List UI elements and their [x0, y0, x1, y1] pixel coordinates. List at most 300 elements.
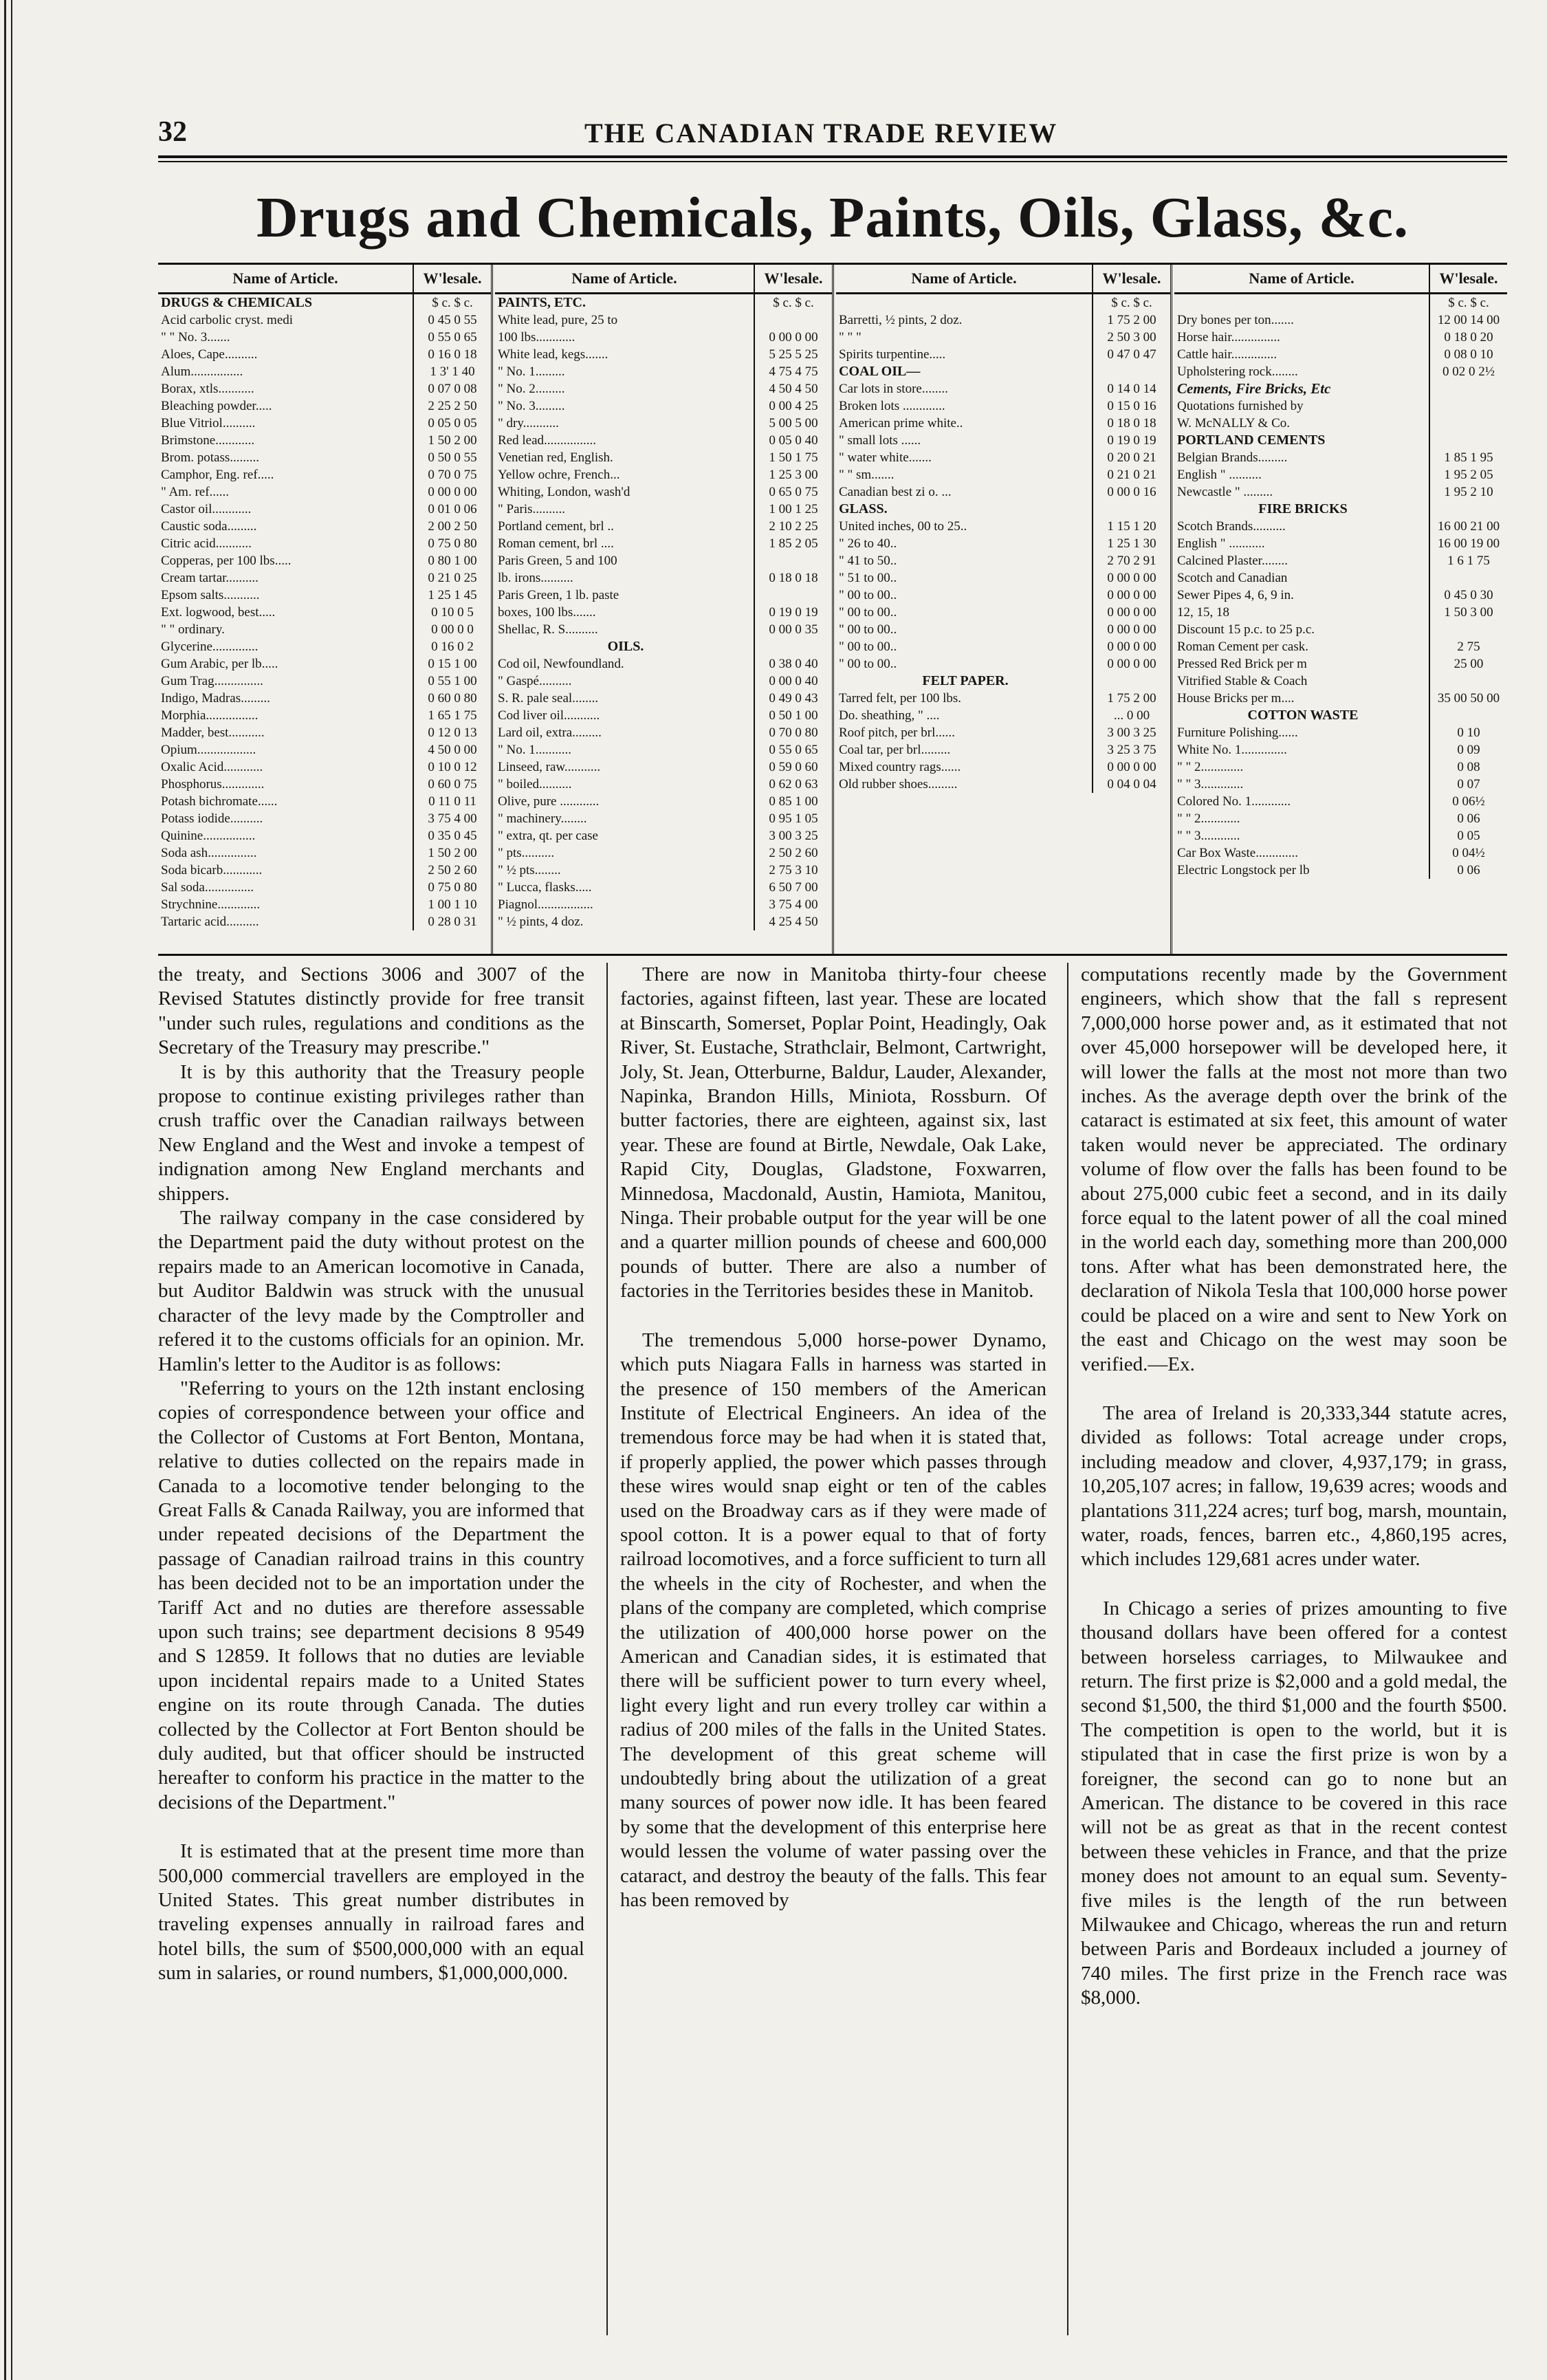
article-name: Morphia................: [161, 708, 259, 723]
article-paragraph: The railway company in the case considered by the Department paid the duty without protest on the repairs made to an American locomotive in Canada, but Auditor Baldwin was struck with the unusual character of the levy made by the Comptroller and refered it to the customs officials for an opinion. Mr. Hamlin's letter to the Auditor is as follows:: [158, 1207, 584, 1375]
table-row: [1174, 844, 1507, 862]
table-row: [158, 896, 491, 913]
article-name: FELT PAPER.: [922, 673, 1009, 688]
article-name: " dry...........: [498, 416, 559, 430]
wholesale-price: 0 35 0 45: [413, 827, 491, 844]
table-row: [158, 483, 491, 501]
article-name: Colored No. 1............: [1177, 794, 1291, 809]
wholesale-price: 0 55 0 65: [413, 329, 491, 346]
table-row: [1174, 449, 1507, 466]
article-name: " " 2.............: [1177, 760, 1244, 774]
wholesale-price: 0 04½: [1429, 844, 1507, 862]
table-row: [495, 896, 832, 913]
wholesale-price: 0 06½: [1429, 793, 1507, 810]
table-row: [836, 569, 1170, 587]
wholesale-price: 0 00 0 0: [413, 621, 491, 638]
table-row: [158, 329, 491, 346]
wholesale-price: [1429, 415, 1507, 432]
price-table-column-2: [495, 265, 834, 954]
wholesale-price: 0 60 0 75: [413, 776, 491, 793]
table-header: [158, 265, 491, 294]
wholesale-price: 0 50 0 55: [413, 449, 491, 466]
wholesale-price: 0 45 0 30: [1429, 587, 1507, 604]
table-row: [1174, 415, 1507, 432]
article-name: Indigo, Madras.........: [161, 691, 270, 706]
table-row: [495, 312, 832, 329]
article-name: OILS.: [607, 639, 644, 654]
article-name: 12, 15, 18: [1177, 605, 1229, 620]
table-row: [1174, 673, 1507, 690]
wholesale-price: 0 00 0 00: [1092, 758, 1170, 776]
table-row: [495, 827, 832, 844]
price-table-column-3: [836, 265, 1172, 954]
table-row: [1174, 793, 1507, 810]
article-name: Aloes, Cape..........: [161, 347, 258, 362]
article-name: Tarred felt, per 100 lbs.: [839, 691, 962, 706]
table-row: [1174, 552, 1507, 569]
article-name: Dry bones per ton.......: [1177, 313, 1294, 327]
table-row: [836, 655, 1170, 673]
table-row: [836, 380, 1170, 397]
article-name: " " 3............: [1177, 829, 1240, 843]
article-name: Quotations furnished by: [1177, 399, 1304, 413]
article-name: FIRE BRICKS: [1258, 501, 1348, 516]
table-row: [495, 690, 832, 707]
wholesale-price: 0 08: [1429, 758, 1507, 776]
table-row: [495, 913, 832, 930]
article-name: S. R. pale seal........: [498, 691, 599, 706]
table-body: [158, 294, 491, 930]
price-table-column-4: [1174, 265, 1507, 954]
article-name: Ext. logwood, best.....: [161, 605, 276, 620]
article-name: Coal tar, per brl.........: [839, 743, 951, 757]
wholesale-price: 2 75: [1429, 638, 1507, 655]
wholesale-price: [754, 312, 832, 329]
table-row: [158, 518, 491, 535]
article-name: " No. 1.........: [498, 364, 565, 379]
wholesale-price: 3 75 4 00: [413, 810, 491, 827]
wholesale-price: [1429, 673, 1507, 690]
table-row: [836, 294, 1170, 312]
wholesale-price: 0 16 0 2: [413, 638, 491, 655]
wholesale-price: 2 50 2 60: [754, 844, 832, 862]
table-row: [495, 380, 832, 397]
article-name: " machinery........: [498, 811, 587, 826]
article-name: " 00 to 00..: [839, 605, 897, 620]
article-name: " Lucca, flasks.....: [498, 880, 592, 895]
table-row: [158, 397, 491, 415]
table-row: [1174, 758, 1507, 776]
article-name: Car lots in store........: [839, 382, 948, 396]
table-row: [495, 673, 832, 690]
table-row: [158, 673, 491, 690]
table-row: [495, 758, 832, 776]
article-name: GLASS.: [839, 501, 888, 516]
article-name: English " ...........: [1177, 536, 1265, 551]
price-table-column-1: [158, 265, 493, 954]
wholesale-price: 0 00 0 00: [1092, 569, 1170, 587]
table-row: [1174, 604, 1507, 621]
wholesale-price: [754, 638, 832, 655]
article-name: Discount 15 p.c. to 25 p.c.: [1177, 622, 1315, 637]
table-row: [495, 552, 832, 569]
table-row: [495, 741, 832, 758]
table-row: [1174, 655, 1507, 673]
table-row: [495, 466, 832, 483]
table-row: [836, 312, 1170, 329]
wholesale-price: [1429, 501, 1507, 518]
wholesale-price: 0 05 0 40: [754, 432, 832, 449]
table-row: [1174, 810, 1507, 827]
table-row: [836, 518, 1170, 535]
wholesale-price: 0 06: [1429, 862, 1507, 879]
table-row: [1174, 312, 1507, 329]
page-header: [158, 116, 1513, 150]
article-name: Epsom salts...........: [161, 588, 260, 602]
wholesale-price: 1 65 1 75: [413, 707, 491, 724]
article-name: Strychnine.............: [161, 897, 261, 912]
article-paragraph: In Chicago a series of prizes amounting to five thousand dollars have been offered for a contest between horseless carriages, to Milwaukee and return. The first prize is $2,000 and a gold medal, the second $1,500, the third $1,000 and the fourth $500. The competition is open to the world, but it is stipulated that in case the first prize is won by a foreigner, the second can go to none but an American. The distance to be covered in this race will not be as great as that in the recent contest between these vehicles in France, and that the prize money does not amount to an equal sum. Seventy-five miles is the length of the run between Milwaukee and Chicago, whereas the run and return between Paris and Bordeaux included a journey of 740 miles. The first prize in the French race was $8,000.: [1081, 1597, 1507, 2009]
article-name: Linseed, raw...........: [498, 760, 601, 774]
table-row: [158, 655, 491, 673]
wholesale-price: [1429, 432, 1507, 449]
article-name: Brom. potass.........: [161, 450, 260, 465]
table-row: [158, 380, 491, 397]
table-row: [158, 587, 491, 604]
table-header: [836, 265, 1170, 294]
table-row: [158, 758, 491, 776]
article-name: Old rubber shoes.........: [839, 777, 958, 791]
wholesale-price: 0 75 0 80: [413, 535, 491, 552]
wholesale-price: 1 85 1 95: [1429, 449, 1507, 466]
price-header: W'lesale.: [1429, 265, 1507, 292]
article-name: American prime white..: [839, 416, 963, 430]
table-row: [495, 862, 832, 879]
price-header: W'lesale.: [754, 265, 832, 292]
wholesale-price: 0 47 0 47: [1092, 346, 1170, 363]
wholesale-price: [754, 552, 832, 569]
article-name: " No. 2.........: [498, 382, 565, 396]
article-name: 100 lbs............: [498, 330, 575, 345]
wholesale-price: 2 75 3 10: [754, 862, 832, 879]
wholesale-price: 0 18 0 18: [1092, 415, 1170, 432]
table-row: [495, 638, 832, 655]
table-row: [1174, 707, 1507, 724]
table-row: [1174, 690, 1507, 707]
table-row: [158, 844, 491, 862]
table-row: [836, 587, 1170, 604]
table-row: [836, 707, 1170, 724]
wholesale-price: 2 10 2 25: [754, 518, 832, 535]
wholesale-price: 0 59 0 60: [754, 758, 832, 776]
article-name: Roof pitch, per brl......: [839, 725, 955, 740]
wholesale-price: 0 65 0 75: [754, 483, 832, 501]
wholesale-price: 0 02 0 2½: [1429, 363, 1507, 380]
wholesale-price: 0 18 0 20: [1429, 329, 1507, 346]
article-paragraph: computations recently made by the Government engineers, which show that the fall s represent 7,000,000 horse power and, as it estimated that not over 45,000 horsepower will be developed here, it will lower the falls at the most not more than two inches. As the average depth over the brink of the cataract is estimated at six feet, this amount of water taken would never be appreciated. The ordinary volume of flow over the falls has been found to be about 275,000 cubic feet a second, and in its daily force equal to the latent power of all the coal mined in the world each day, something more than 200,000 tons. After what has been demonstrated here, the declaration of Nikola Tesla that 100,000 horse power could be placed on a wire and sent to New York on the east and Chicago on the west may soon be verified.—Ex.: [1081, 963, 1507, 1375]
article-name: " Gaspé..........: [498, 674, 572, 688]
table-row: [158, 415, 491, 432]
wholesale-price: $ c. $ c.: [1429, 294, 1507, 312]
wholesale-price: 0 14 0 14: [1092, 380, 1170, 397]
table-row: [836, 741, 1170, 758]
table-row: [1174, 483, 1507, 501]
article-name: Soda bicarb............: [161, 863, 263, 877]
wholesale-price: 0 16 0 18: [413, 346, 491, 363]
wholesale-price: 3 00 3 25: [754, 827, 832, 844]
article-name: [836, 294, 1092, 312]
article-name: Alum................: [161, 364, 243, 379]
wholesale-price: 0 00 0 00: [1092, 638, 1170, 655]
table-row: [1174, 862, 1507, 879]
table-row: [158, 793, 491, 810]
article-column-2: [620, 963, 1046, 1912]
article-name: Camphor, Eng. ref.....: [161, 468, 274, 482]
wholesale-price: 0 12 0 13: [413, 724, 491, 741]
wholesale-price: 1 3' 1 40: [413, 363, 491, 380]
table-row: [495, 587, 832, 604]
table-row: [836, 449, 1170, 466]
wholesale-price: 0 06: [1429, 810, 1507, 827]
price-table: [158, 263, 1507, 956]
article-name: Pressed Red Brick per m: [1177, 657, 1307, 671]
scan-edge-line: [4, 0, 6, 2380]
article-name: Gum Trag...............: [161, 674, 263, 688]
table-row: [1174, 741, 1507, 758]
table-header: [1174, 265, 1507, 294]
wholesale-price: 0 19 0 19: [1092, 432, 1170, 449]
table-row: [495, 724, 832, 741]
table-row: [158, 879, 491, 896]
article-name: Belgian Brands.........: [1177, 450, 1288, 465]
table-row: [495, 793, 832, 810]
table-row: [495, 844, 832, 862]
wholesale-price: 0 10 0 5: [413, 604, 491, 621]
table-row: [158, 810, 491, 827]
table-row: [158, 501, 491, 518]
article-name: " " ordinary.: [161, 622, 225, 637]
article-paragraph: "Referring to yours on the 12th instant enclosing copies of correspondence between your office and the Collector of Customs at Fort Benton, Montana, relative to duties collected on the repairs made in Canada to a locomotive tender belonging to the Great Falls & Canada Railway, you are informed that under repeated decisions of the Department the passage of Canadian railroad trains in this country has been decided not to be an importation under the Tariff Act and no duties are therefore assessable upon such trains; see department decisions 8 9549 and S 12859. It follows that no duties are leviable upon incidental repairs made to a United States engine on its route through Canada. The duties collected by the Collector at Fort Benton should be duly audited, but that officer should be instructed hereafter to conform his practice in the matter to the decisions of the Department.": [158, 1377, 584, 1813]
article-name: PAINTS, ETC.: [498, 295, 586, 310]
wholesale-price: 0 95 1 05: [754, 810, 832, 827]
article-name: Cream tartar..........: [161, 571, 259, 585]
wholesale-price: 0 85 1 00: [754, 793, 832, 810]
article-name: Car Box Waste.............: [1177, 846, 1298, 860]
table-row: [1174, 466, 1507, 483]
table-row: [495, 535, 832, 552]
table-row: [495, 449, 832, 466]
table-row: [836, 758, 1170, 776]
article-name: COTTON WASTE: [1247, 708, 1359, 723]
table-row: [158, 569, 491, 587]
article-name: Electric Longstock per lb: [1177, 863, 1310, 877]
table-row: [836, 346, 1170, 363]
table-row: [1174, 397, 1507, 415]
article-name: Opium..................: [161, 743, 256, 757]
wholesale-price: 16 00 19 00: [1429, 535, 1507, 552]
table-row: [495, 518, 832, 535]
table-row: [836, 432, 1170, 449]
wholesale-price: 0 28 0 31: [413, 913, 491, 930]
price-header: W'lesale.: [1092, 265, 1170, 292]
article-name: Caustic soda.........: [161, 519, 257, 534]
wholesale-price: $ c. $ c.: [754, 294, 832, 312]
wholesale-price: 5 25 5 25: [754, 346, 832, 363]
wholesale-price: 2 25 2 50: [413, 397, 491, 415]
wholesale-price: [1429, 621, 1507, 638]
table-row: [495, 363, 832, 380]
table-row: [836, 776, 1170, 793]
wholesale-price: 3 00 3 25: [1092, 724, 1170, 741]
wholesale-price: [1092, 501, 1170, 518]
article-paragraph: the treaty, and Sections 3006 and 3007 of the Revised Statutes distinctly provide for free transit "under such rules, regulations and conditions as the Secretary of the Treasury may prescribe.": [158, 963, 584, 1059]
wholesale-price: 0 00 0 40: [754, 673, 832, 690]
article-name: " 00 to 00..: [839, 588, 897, 602]
wholesale-price: 1 6 1 75: [1429, 552, 1507, 569]
wholesale-price: [1429, 380, 1507, 397]
table-row: [158, 346, 491, 363]
wholesale-price: 0 45 0 55: [413, 312, 491, 329]
article-name: " ½ pints, 4 doz.: [498, 915, 584, 929]
article-name: " small lots ......: [839, 433, 921, 448]
wholesale-price: 1 00 1 25: [754, 501, 832, 518]
article-name: Copperas, per 100 lbs.....: [161, 554, 292, 568]
article-name: Madder, best...........: [161, 725, 265, 740]
article-name: Upholstering rock........: [1177, 364, 1298, 379]
article-name: Piagnol.................: [498, 897, 593, 912]
wholesale-price: 0 00 0 00: [1092, 655, 1170, 673]
table-row: [158, 724, 491, 741]
table-row: [1174, 432, 1507, 449]
table-row: [495, 810, 832, 827]
article-name: Tartaric acid..........: [161, 915, 259, 929]
wholesale-price: 4 50 4 50: [754, 380, 832, 397]
wholesale-price: [1429, 569, 1507, 587]
article-name: Olive, pure ............: [498, 794, 600, 809]
name-header: Name of Article.: [1249, 270, 1354, 287]
wholesale-price: 0 00 0 00: [1092, 604, 1170, 621]
wholesale-price: [1092, 673, 1170, 690]
article-paragraph: There are now in Manitoba thirty-four cheese factories, against fifteen, last year. These are located at Binscarth, Somerset, Poplar Point, Headingly, Oak River, St. Eustache, Strathclair, Belmont, Cartwright, Joly, St. Jean, Otterburne, Baldur, Lauder, Alexander, Napinka, Brandon Hills, Miniota, Rossburn. Of butter factories, there are eighteen, against six, last year. These are found at Birtle, Newdale, Oak Lake, Rapid City, Douglas, Gladstone, Foxwarren, Minnedosa, Macdonald, Austin, Hamiota, Manitou, Ninga. Their probable output for the year will be one and a quarter million pounds of cheese and 600,000 pounds of butter. There are also a number of factories in the Territories besides these in Manitob.: [620, 963, 1046, 1302]
name-header: Name of Article.: [232, 270, 338, 287]
article-name: Do. sheathing, " ....: [839, 708, 940, 723]
table-row: [1174, 776, 1507, 793]
article-name: White lead, kegs.......: [498, 347, 608, 362]
article-name: Sewer Pipes 4, 6, 9 in.: [1177, 588, 1294, 602]
header-rule: [158, 155, 1507, 158]
article-name: Yellow ochre, French...: [498, 468, 620, 482]
article-name: " 51 to 00..: [839, 571, 897, 585]
table-row: [1174, 294, 1507, 312]
article-name: " Paris..........: [498, 502, 566, 516]
article-name: Bleaching powder.....: [161, 399, 272, 413]
wholesale-price: 0 50 1 00: [754, 707, 832, 724]
wholesale-price: $ c. $ c.: [413, 294, 491, 312]
article-name: Paris Green, 1 lb. paste: [498, 588, 619, 602]
table-row: [836, 466, 1170, 483]
table-row: [836, 638, 1170, 655]
wholesale-price: 0 38 0 40: [754, 655, 832, 673]
article-name: Citric acid...........: [161, 536, 252, 551]
wholesale-price: 2 70 2 91: [1092, 552, 1170, 569]
article-name: Gum Arabic, per lb.....: [161, 657, 278, 671]
table-row: [158, 621, 491, 638]
wholesale-price: 1 50 2 00: [413, 432, 491, 449]
table-row: [158, 741, 491, 758]
article-name: Borax, xtls...........: [161, 382, 254, 396]
wholesale-price: 3 75 4 00: [754, 896, 832, 913]
table-row: [495, 655, 832, 673]
article-name: Quinine................: [161, 829, 256, 843]
article-name: English " ..........: [1177, 468, 1262, 482]
table-row: [836, 535, 1170, 552]
article-name: White No. 1..............: [1177, 743, 1287, 757]
article-name: Soda ash...............: [161, 846, 257, 860]
wholesale-price: 0 00 0 35: [754, 621, 832, 638]
article-name: Castor oil............: [161, 502, 252, 516]
wholesale-price: 0 75 0 80: [413, 879, 491, 896]
table-row: [158, 535, 491, 552]
table-body: [1174, 294, 1507, 879]
table-row: [158, 312, 491, 329]
wholesale-price: 1 15 1 20: [1092, 518, 1170, 535]
wholesale-price: 1 85 2 05: [754, 535, 832, 552]
article-name: Portland cement, brl ..: [498, 519, 614, 534]
table-row: [1174, 329, 1507, 346]
wholesale-price: 3 25 3 75: [1092, 741, 1170, 758]
wholesale-price: 0 10: [1429, 724, 1507, 741]
table-row: [836, 501, 1170, 518]
article-name: Oxalic Acid............: [161, 760, 263, 774]
wholesale-price: 0 21 0 25: [413, 569, 491, 587]
article-paragraph: It is by this authority that the Treasury people propose to continue existing privileges rather than crush traffic over the Canadian railways between New England and the West and invoke a tempest of indignation among New England merchants and shippers.: [158, 1060, 584, 1205]
wholesale-price: 12 00 14 00: [1429, 312, 1507, 329]
wholesale-price: 0 00 4 25: [754, 397, 832, 415]
article-name: " Am. ref......: [161, 485, 230, 499]
table-row: [1174, 363, 1507, 380]
table-body: [495, 294, 832, 930]
article-name: Canadian best zi o. ...: [839, 485, 952, 499]
wholesale-price: 0 09: [1429, 741, 1507, 758]
wholesale-price: 2 50 3 00: [1092, 329, 1170, 346]
wholesale-price: 1 50 3 00: [1429, 604, 1507, 621]
article-name: " pts..........: [498, 846, 555, 860]
name-header: Name of Article.: [571, 270, 677, 287]
article-column-3: [1081, 963, 1507, 2011]
article-name: Sal soda...............: [161, 880, 254, 895]
table-row: [836, 724, 1170, 741]
article-name: Spirits turpentine.....: [839, 347, 946, 362]
price-header: W'lesale.: [413, 265, 491, 292]
table-row: [836, 690, 1170, 707]
article-name: " 00 to 00..: [839, 640, 897, 654]
article-name: [1174, 294, 1429, 312]
article-name: " " sm.......: [839, 468, 895, 482]
wholesale-price: 0 11 0 11: [413, 793, 491, 810]
wholesale-price: 0 15 0 16: [1092, 397, 1170, 415]
table-row: [1174, 621, 1507, 638]
table-row: [158, 827, 491, 844]
table-row: [1174, 827, 1507, 844]
article-name: Brimstone............: [161, 433, 255, 448]
article-column-1: [158, 963, 584, 1986]
table-row: [836, 329, 1170, 346]
table-row: [1174, 380, 1507, 397]
header-rule-thin: [158, 161, 1507, 162]
article-columns: [158, 963, 1507, 2338]
article-name: " boiled..........: [498, 777, 572, 791]
table-row: [158, 707, 491, 724]
